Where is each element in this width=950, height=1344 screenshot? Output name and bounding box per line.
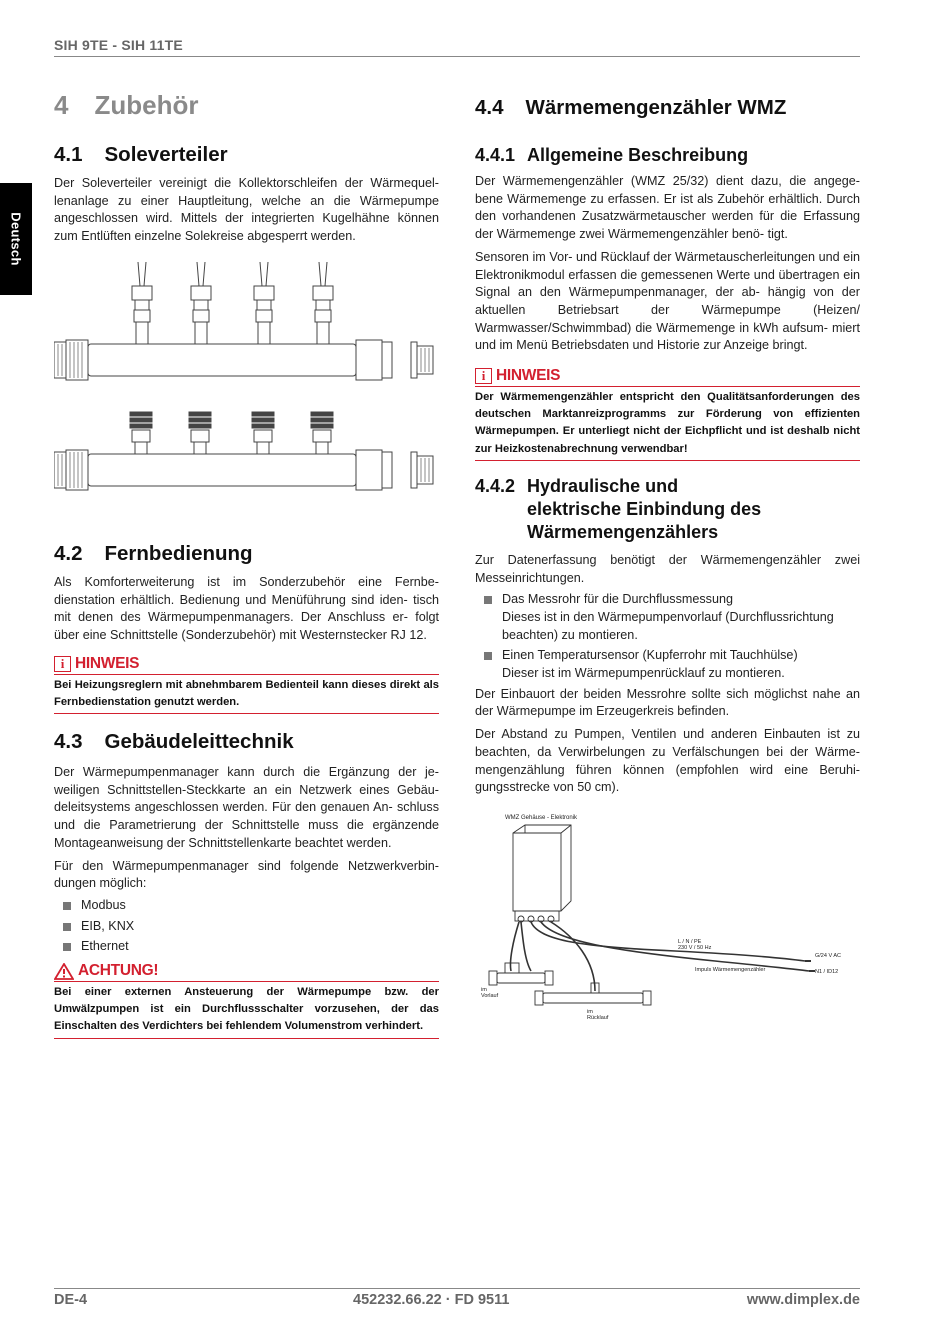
note-text: Der Wärmemengenzähler entspricht den Qualitätsanforderungen des deutschen Marktanreizprogramms zur Förderung von effizienten Wärmepumpen. Er unterliegt nicht der Eichpflicht und ist deshalb nicht zur Heizkostenabrechnung verwendbar! — [475, 387, 860, 461]
section-number: 4.4 — [475, 96, 504, 119]
section-4-4-1-heading — [475, 144, 860, 167]
list-item: Ethernet — [54, 938, 439, 956]
warning-header — [54, 962, 439, 982]
info-icon: i — [54, 656, 71, 672]
section-4-3-heading — [54, 730, 439, 754]
ruecklauf-label-1: im — [587, 1008, 593, 1015]
section-number: 4.4.1 — [475, 145, 516, 165]
section-4-4-2-text-2: Der Einbauort der beiden Messrohre sollte sich möglichst nahe an der Wärmepumpe im Erzeugerkreis befinden. — [475, 686, 860, 719]
chapter-number: 4 — [54, 90, 69, 120]
section-4-1-heading — [54, 143, 439, 167]
ruecklauf-label-2: Rücklauf — [587, 1014, 609, 1021]
list-item-sub: Dieses ist in den Wärmepumpenvorlauf (Durchflussrichtung beachten) zu montieren. — [502, 609, 834, 642]
section-title: Wärmemengenzähler WMZ — [525, 96, 787, 119]
list-item-main: Einen Temperatursensor (Kupferrohr mit Tauchhülse) — [502, 648, 798, 663]
network-list — [54, 897, 439, 956]
footer-url[interactable]: www.dimplex.de — [746, 1292, 860, 1308]
list-item: Modbus — [54, 897, 439, 915]
list-item-main: Das Messrohr für die Durchflussmessung — [502, 592, 733, 607]
language-tab — [0, 183, 32, 295]
list-item — [475, 647, 860, 682]
language-tab-label: Deutsch — [8, 212, 24, 266]
list-item — [475, 591, 860, 644]
section-title: Hydraulische und elektrische Einbindung des Wärmemengenzählers — [527, 475, 762, 542]
vorlauf-label-1: im — [481, 986, 487, 993]
note-header — [54, 655, 439, 675]
header-title: SIH 9TE - SIH 11TE — [54, 37, 183, 53]
wmz-wiring-diagram — [475, 811, 860, 1026]
section-number: 4.1 — [54, 143, 83, 166]
section-4-4-heading — [475, 96, 860, 120]
section-title: Soleverteiler — [104, 143, 228, 166]
header-rule — [54, 56, 860, 57]
info-icon: i — [475, 368, 492, 384]
id-label: N1 / ID12 — [815, 968, 839, 975]
warning-title: ACHTUNG! — [78, 962, 159, 980]
footer-page: DE-4 — [54, 1292, 88, 1308]
ac-label: G/24 V AC — [815, 952, 841, 959]
section-number: 4.4.2 — [475, 475, 516, 496]
list-item: EIB, KNX — [54, 918, 439, 936]
housing-label: WMZ Gehäuse - Elektronik — [505, 814, 578, 821]
section-4-4-2-heading — [475, 475, 860, 544]
section-title: Gebäudeleittechnik — [104, 730, 294, 754]
vorlauf-label-2: Vorlauf — [481, 992, 499, 999]
right-column — [475, 90, 860, 1026]
section-4-2-text: Als Komforterweiterung ist im Sonderzubehör eine Fernbe- dienstation erhältlich. Bedienung und Menüführung sind iden- tisch mit denen des Wärmepumpenmanagers. Der Anschluss er- folgt über eine Schnittstelle (Sonderzubehör) mit Westernstecker RJ 12. — [54, 574, 439, 642]
note-box — [54, 655, 439, 714]
section-4-2-heading — [54, 542, 439, 566]
note-text: Bei Heizungsreglern mit abnehmbarem Bedienteil kann dieses direkt als Fernbedienstation genutzt werden. — [54, 675, 439, 714]
manifold-illustration — [54, 262, 439, 504]
warning-triangle-icon — [54, 963, 74, 980]
section-4-3-text-2: Für den Wärmepumpenmanager sind folgende Netzwerkverbin- dungen möglich: — [54, 858, 439, 891]
section-4-4-2-text-1: Zur Datenerfassung benötigt der Wärmemengenzähler zwei Messeinrichtungen. — [475, 552, 860, 585]
section-title: Allgemeine Beschreibung — [527, 145, 749, 165]
measurement-list — [475, 591, 860, 683]
section-number: 4.3 — [54, 730, 83, 754]
note-box — [475, 367, 860, 461]
section-number: 4.2 — [54, 541, 83, 565]
warning-text: Bei einer externen Ansteuerung der Wärmepumpe bzw. der Umwälzpumpen ist ein Durchflussschalter vorzusehen, der das Einschalten des Verdichters bei fehlendem Volumenstrom verhindert. — [54, 982, 439, 1039]
section-title: Fernbedienung — [104, 541, 253, 565]
section-4-4-2-text-3: Der Abstand zu Pumpen, Ventilen und anderen Einbauten ist zu beachten, da Verwirbelungen zu Verfälschungen bei der Wärme- mengenzählung führen können (empfohlen wird eine Beruhi- gungsstrecke von 50 cm). — [475, 727, 860, 795]
list-item-sub: Dieser ist im Wärmepumpenrücklauf zu montieren. — [502, 666, 785, 681]
section-4-1-text: Der Soleverteiler vereinigt die Kollektorschleifen der Wärmequel- lenanlage zu einer Hauptleitung, welche an die Wärmepumpe angeschlossen wird. Mittels der integrierten Kugelhähne können zum Entlüften einzelne Solekreise abgesperrt werden. — [54, 176, 439, 244]
section-4-4-1-text-1: Der Wärmemengenzähler (WMZ 25/32) dient dazu, die angege- bene Wärmemenge zu erfassen. Er ist als Zubehör erhältlich. Durch den vorhandenen Zusatzwärmetauscher werden für die Erfassung der Wärmemenge zwei Wärmemengenzähler benö- tigt. — [475, 174, 860, 242]
chapter-title: Zubehör — [94, 90, 199, 120]
section-4-3-text-1: Der Wärmepumpenmanager kann durch die Ergänzung der je- weiligen Schnittstellen-Steckkarte an ein Netzwerk eines Gebäu- deleitsystems angeschlossen werden. Für den genauen An- schluss und die Parametrierung der Schnittstelle muss die ergänzende Montageanweisung der Schnittstellenkarte beachtet werden. — [54, 765, 439, 850]
chapter-heading — [54, 90, 439, 121]
note-header — [475, 367, 860, 387]
footer-rule — [54, 1288, 860, 1289]
left-column — [54, 90, 439, 1039]
note-title: HINWEIS — [496, 367, 561, 385]
impulse-label: Impuls Wärmemengenzähler — [695, 966, 766, 973]
power-label-2: 230 V / 50 Hz — [678, 944, 712, 951]
warning-box — [54, 962, 439, 1039]
footer-doc: 452232.66.22 · FD 9511 — [353, 1292, 510, 1308]
power-label-1: L / N / PE — [678, 938, 702, 945]
note-title: HINWEIS — [75, 654, 140, 672]
section-4-4-1-text-2: Sensoren im Vor- und Rücklauf der Wärmetauscherleitungen und ein Elektronikmodul erfassen die gemessenen Werte und übertragen ein Signal an den Wärmepumpenmanager, der ab- hängig von der aktuellen Betriebsart der Wärmepumpe (Heizen/ Warmwasser/Schwimmbad) die Wärmemenge in kWh aufsum- miert und im Menü Betriebsdaten und Historie zur Anzeige bringt. — [475, 249, 860, 353]
